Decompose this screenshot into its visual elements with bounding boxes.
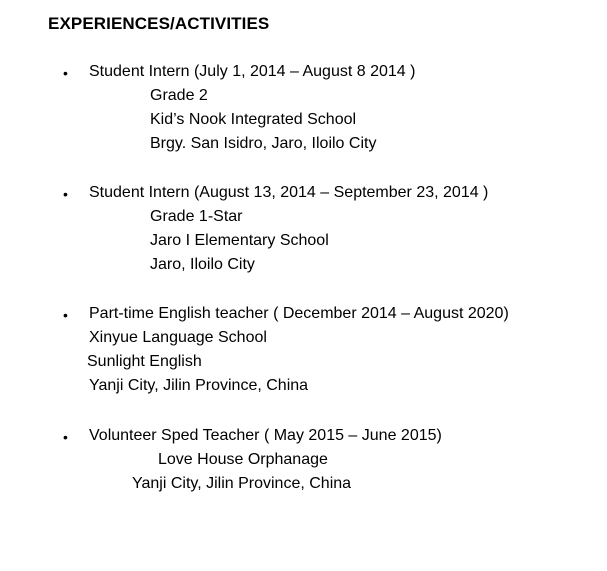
section-title: EXPERIENCES/ACTIVITIES [48, 14, 270, 33]
entry-2-school: Jaro I Elementary School [150, 232, 329, 249]
entry-4-address: Yanji City, Jilin Province, China [132, 475, 352, 492]
entry-3-address: Yanji City, Jilin Province, China [89, 377, 309, 394]
entry-2-heading: Student Intern (August 13, 2014 – September 23, 2014 ) [89, 184, 489, 201]
entry-3-heading: Part-time English teacher ( December 2014 – August 2020) [89, 305, 509, 322]
entry-4-heading: Volunteer Sped Teacher ( May 2015 – June 2015) [89, 427, 442, 444]
bullet-2: • [63, 186, 68, 202]
bullet-4: • [63, 429, 68, 445]
entry-1-grade: Grade 2 [150, 87, 208, 104]
entry-3-school: Xinyue Language School [89, 329, 267, 346]
entry-1-school: Kid’s Nook Integrated School [150, 111, 357, 128]
entry-4-organization: Love House Orphanage [158, 451, 328, 468]
entry-1-address: Brgy. San Isidro, Jaro, Iloilo City [150, 135, 377, 152]
bullet-1: • [63, 65, 68, 81]
entry-3-program: Sunlight English [87, 353, 202, 370]
entry-2-address: Jaro, Iloilo City [150, 256, 255, 273]
entry-1-heading: Student Intern (July 1, 2014 – August 8 2014 ) [89, 63, 416, 80]
bullet-3: • [63, 307, 68, 323]
entry-2-grade: Grade 1-Star [150, 208, 243, 225]
